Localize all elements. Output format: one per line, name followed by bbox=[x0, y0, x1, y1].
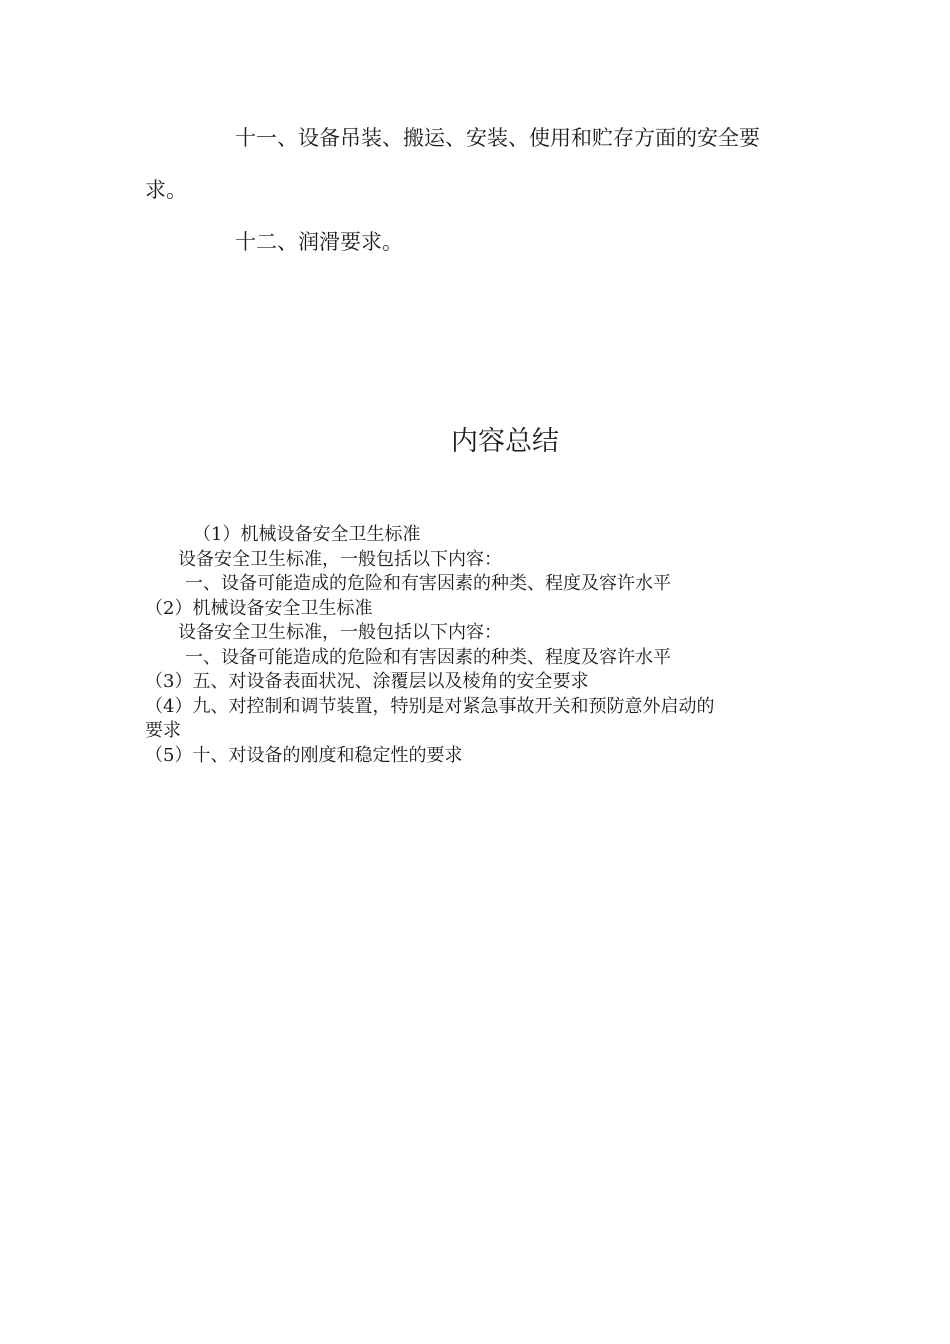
summary-line: （2）机械设备安全卫生标准 bbox=[145, 597, 373, 619]
item-11-text-line1: 十一、设备吊装、搬运、安装、使用和贮存方面的安全要 bbox=[235, 126, 760, 150]
summary-line: 设备安全卫生标准，一般包括以下内容： bbox=[178, 622, 502, 643]
summary-line: 要求 bbox=[145, 720, 181, 741]
item-12-text: 十二、润滑要求。 bbox=[235, 230, 403, 254]
summary-line: （3）五、对设备表面状况、涂覆层以及棱角的安全要求 bbox=[145, 671, 589, 692]
summary-line: 一、设备可能造成的危险和有害因素的种类、程度及容许水平 bbox=[185, 573, 671, 594]
summary-line: 一、设备可能造成的危险和有害因素的种类、程度及容许水平 bbox=[185, 646, 671, 668]
summary-line: （1）机械设备安全卫生标准 bbox=[193, 524, 421, 545]
summary-line: （4）九、对控制和调节装置，特别是对紧急事故开关和预防意外启动的 bbox=[145, 695, 715, 717]
summary-title: 内容总结 bbox=[451, 426, 559, 457]
summary-line: （5）十、对设备的刚度和稳定性的要求 bbox=[145, 744, 463, 766]
summary-content bbox=[145, 523, 810, 768]
summary-line: 设备安全卫生标准，一般包括以下内容： bbox=[178, 548, 502, 570]
item-11-text-line2: 求。 bbox=[145, 178, 187, 202]
